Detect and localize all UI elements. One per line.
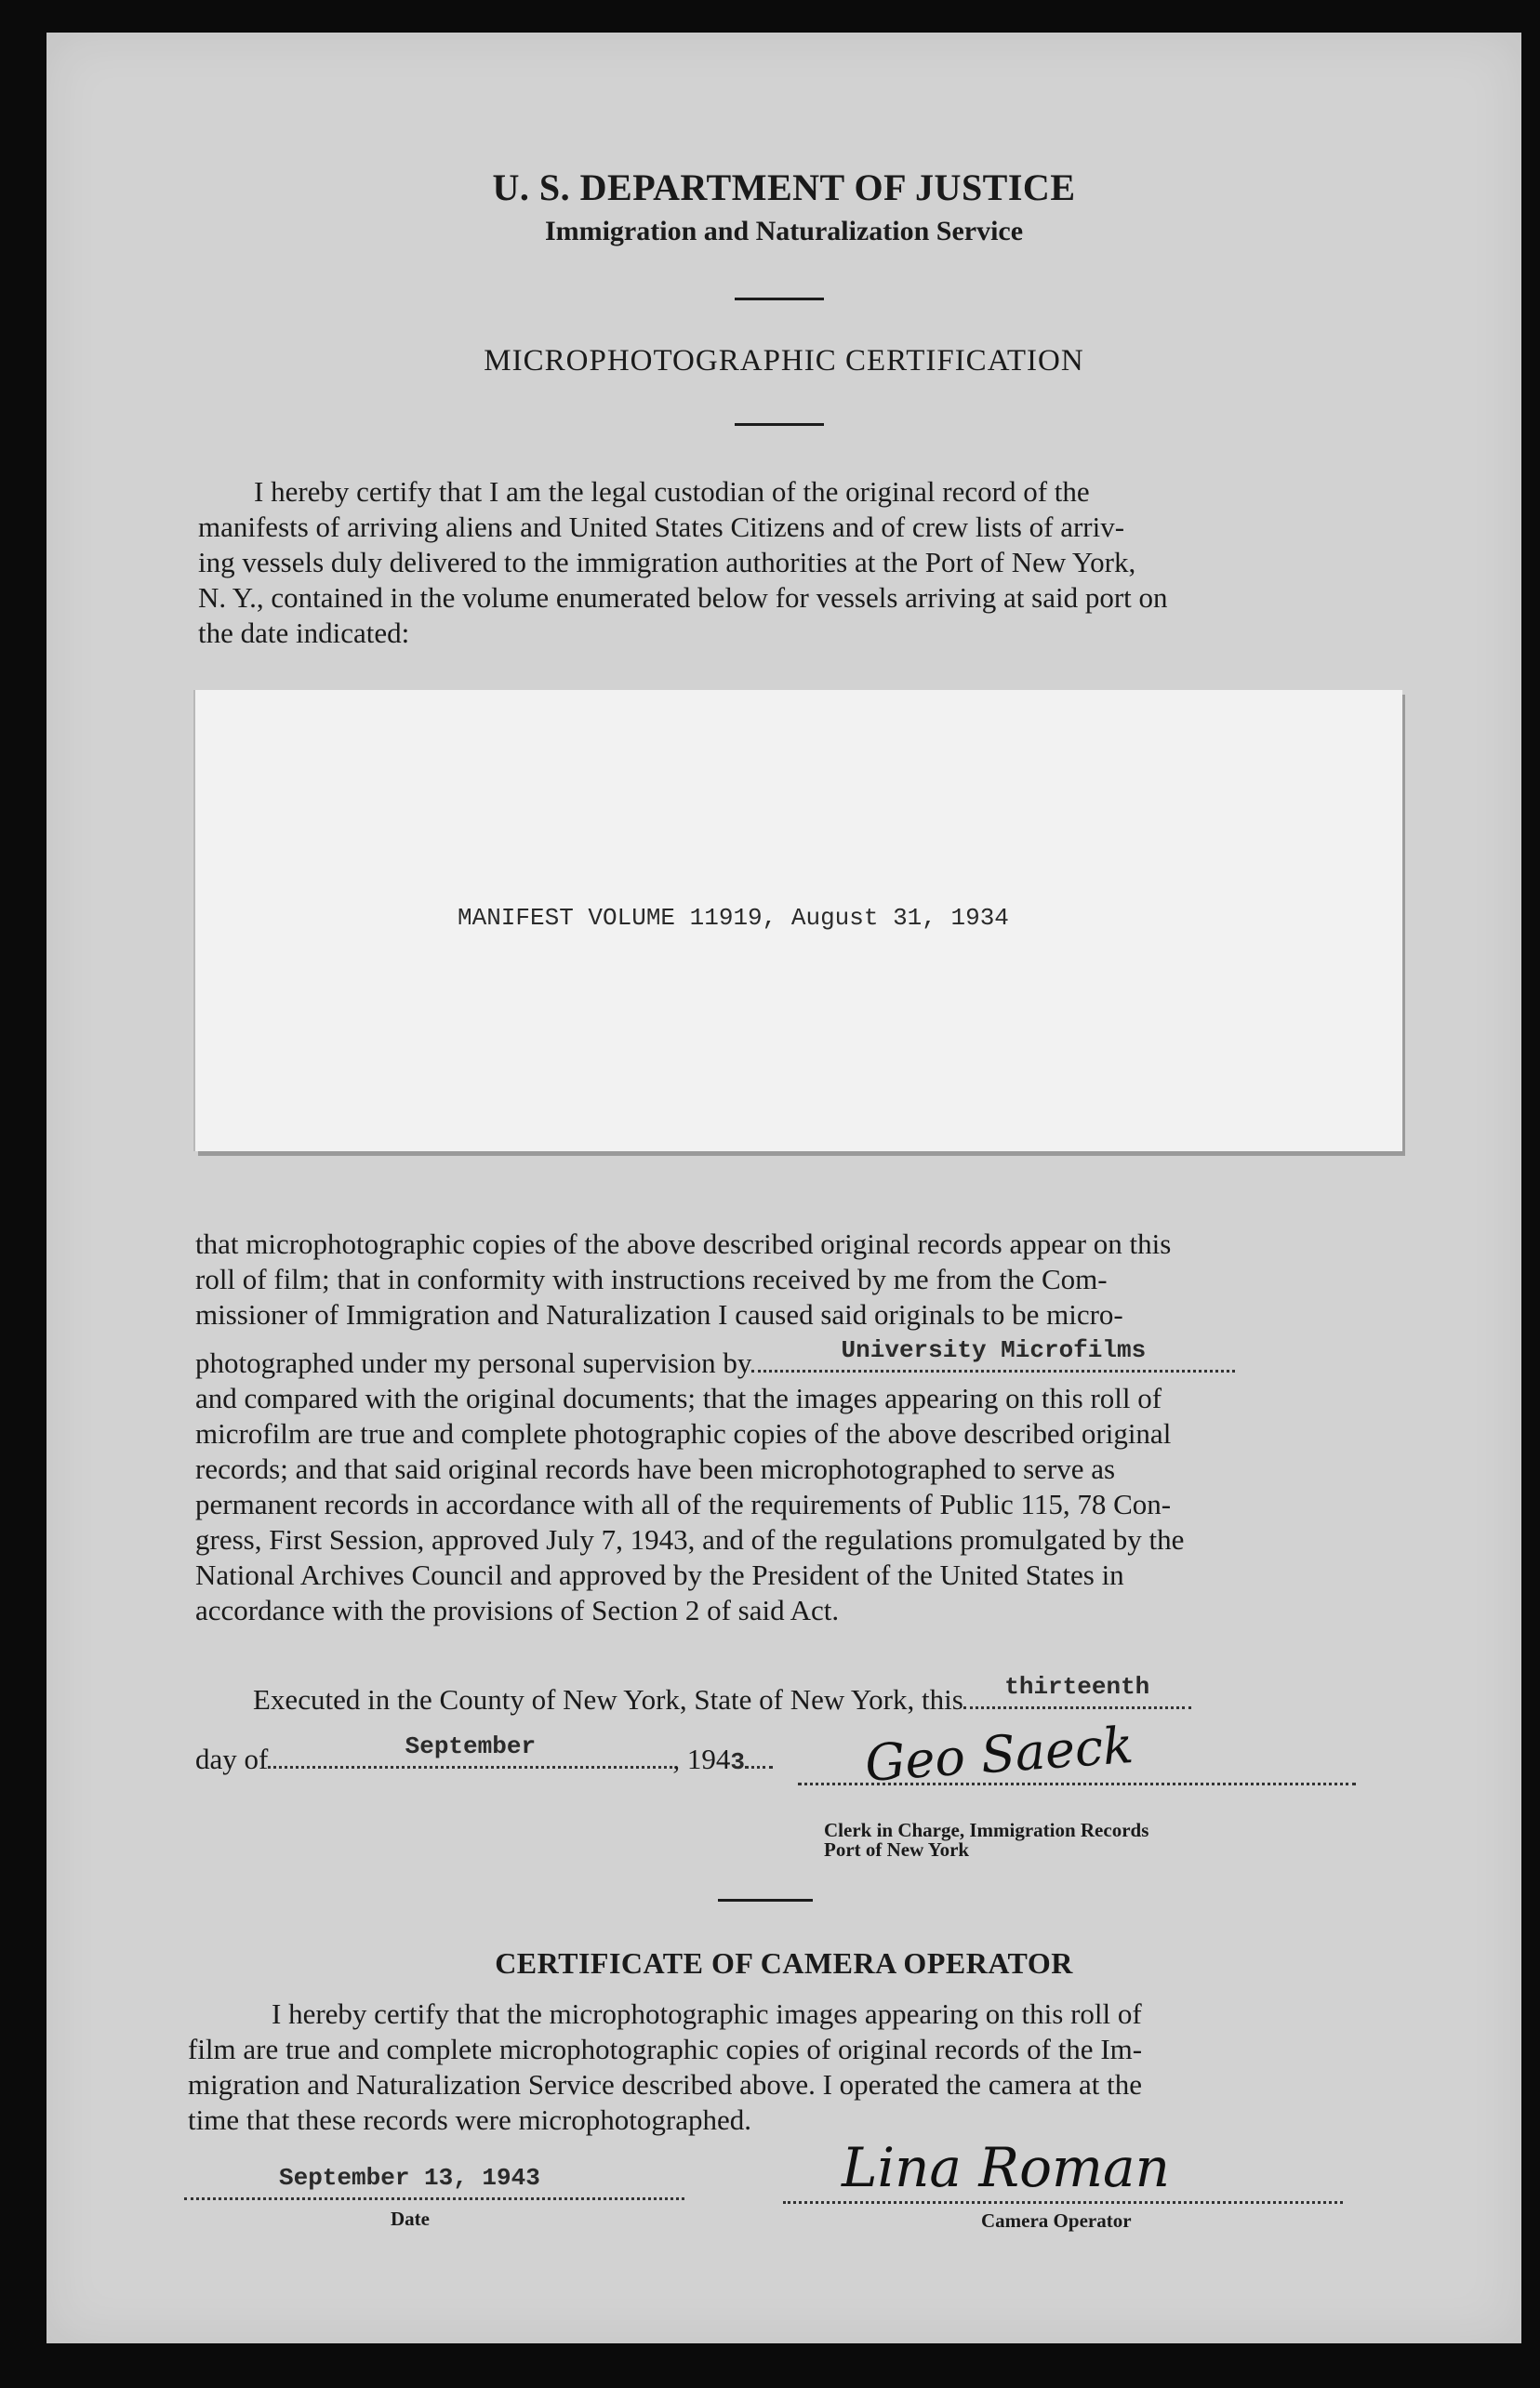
supervision-line — [195, 1336, 1404, 1381]
divider — [718, 1899, 813, 1902]
body-paragraph — [195, 1227, 1404, 1628]
paragraph-line: that microphotographic copies of the above described original records appear on this — [195, 1227, 1172, 1260]
year-fill — [745, 1742, 773, 1769]
paragraph-line: ing vessels duly delivered to the immigration authorities at the Port of New York, — [198, 546, 1136, 578]
executed-day: thirteenth — [1004, 1673, 1150, 1701]
clerk-signature: Geo Saeck — [863, 1716, 1135, 1793]
year-digit: 3 — [730, 1748, 745, 1776]
certification-title: MICROPHOTOGRAPHIC CERTIFICATION — [484, 344, 1084, 378]
camera-operator-title: CERTIFICATE OF CAMERA OPERATOR — [495, 1946, 1073, 1980]
paragraph-line: film are true and complete microphotographic copies of original records of the Im- — [188, 2033, 1143, 2065]
paragraph-line: microfilm are true and complete photographic copies of the above described original — [195, 1417, 1172, 1450]
supervision-prefix: photographed under my personal supervision by — [195, 1347, 752, 1379]
day-of-line — [195, 1732, 773, 1780]
year-prefix: , 194 — [672, 1743, 731, 1775]
volume-text: MANIFEST VOLUME 11919, August 31, 1934 — [458, 904, 1009, 932]
operator-signature: Lina Roman — [842, 2136, 1170, 2199]
department-heading: U. S. DEPARTMENT OF JUSTICE — [492, 166, 1076, 208]
divider — [735, 298, 824, 300]
divider — [735, 423, 824, 426]
month-field — [268, 1732, 672, 1769]
paragraph-line: migration and Naturalization Service described above. I operated the camera at the — [188, 2068, 1142, 2101]
date-line — [184, 2197, 684, 2200]
paragraph-line: missioner of Immigration and Naturalization I caused said originals to be micro- — [195, 1298, 1123, 1331]
paragraph-line: manifests of arriving aliens and United States Citizens and of crew lists of arriv- — [198, 511, 1125, 543]
date-value: September 13, 1943 — [279, 2164, 540, 2192]
supervision-field — [751, 1336, 1235, 1373]
paragraph-line: gress, First Session, approved July 7, 1943, and of the regulations promulgated by the — [195, 1523, 1185, 1556]
paragraph-line: permanent records in accordance with all of the requirements of Public 115, 78 Con- — [195, 1488, 1172, 1520]
paragraph-line: roll of film; that in conformity with instructions received by me from the Com- — [195, 1263, 1108, 1295]
operator-label: Camera Operator — [981, 2209, 1132, 2232]
paragraph-line: I hereby certify that the microphotographic images appearing on this roll of — [272, 1997, 1142, 2030]
clerk-location: Port of New York — [824, 1838, 970, 1861]
paragraph-line: accordance with the provisions of Section 2 of said Act. — [195, 1594, 840, 1626]
paragraph-line: time that these records were microphotographed. — [188, 2103, 751, 2136]
service-subheading: Immigration and Naturalization Service — [544, 216, 1024, 246]
certificate-sheet — [46, 33, 1521, 2343]
paragraph-line: N. Y., contained in the volume enumerated below for vessels arriving at said port on — [198, 581, 1168, 614]
clerk-title: Clerk in Charge, Immigration Records — [824, 1819, 1149, 1841]
date-label: Date — [391, 2208, 430, 2230]
operator-signature-line — [783, 2201, 1343, 2204]
paragraph-line: National Archives Council and approved by the President of the United States in — [195, 1559, 1124, 1591]
executed-month: September — [405, 1732, 537, 1760]
executed-day-field — [963, 1673, 1191, 1709]
intro-paragraph — [198, 474, 1407, 651]
day-of-prefix: day of — [195, 1743, 269, 1775]
paragraph-line: the date indicated: — [198, 617, 410, 649]
volume-card — [195, 690, 1402, 1151]
paragraph-line: records; and that said original records have been microphotographed to serve as — [195, 1453, 1116, 1485]
supervision-value: University Microfilms — [841, 1336, 1147, 1364]
executed-prefix: Executed in the County of New York, State of New York, this — [253, 1683, 963, 1716]
executed-line — [253, 1673, 1191, 1718]
paragraph-line: I hereby certify that I am the legal custodian of the original record of the — [254, 475, 1090, 508]
camera-operator-paragraph — [188, 1997, 1397, 2138]
paragraph-line: and compared with the original documents; that the images appearing on this roll of — [195, 1382, 1162, 1414]
